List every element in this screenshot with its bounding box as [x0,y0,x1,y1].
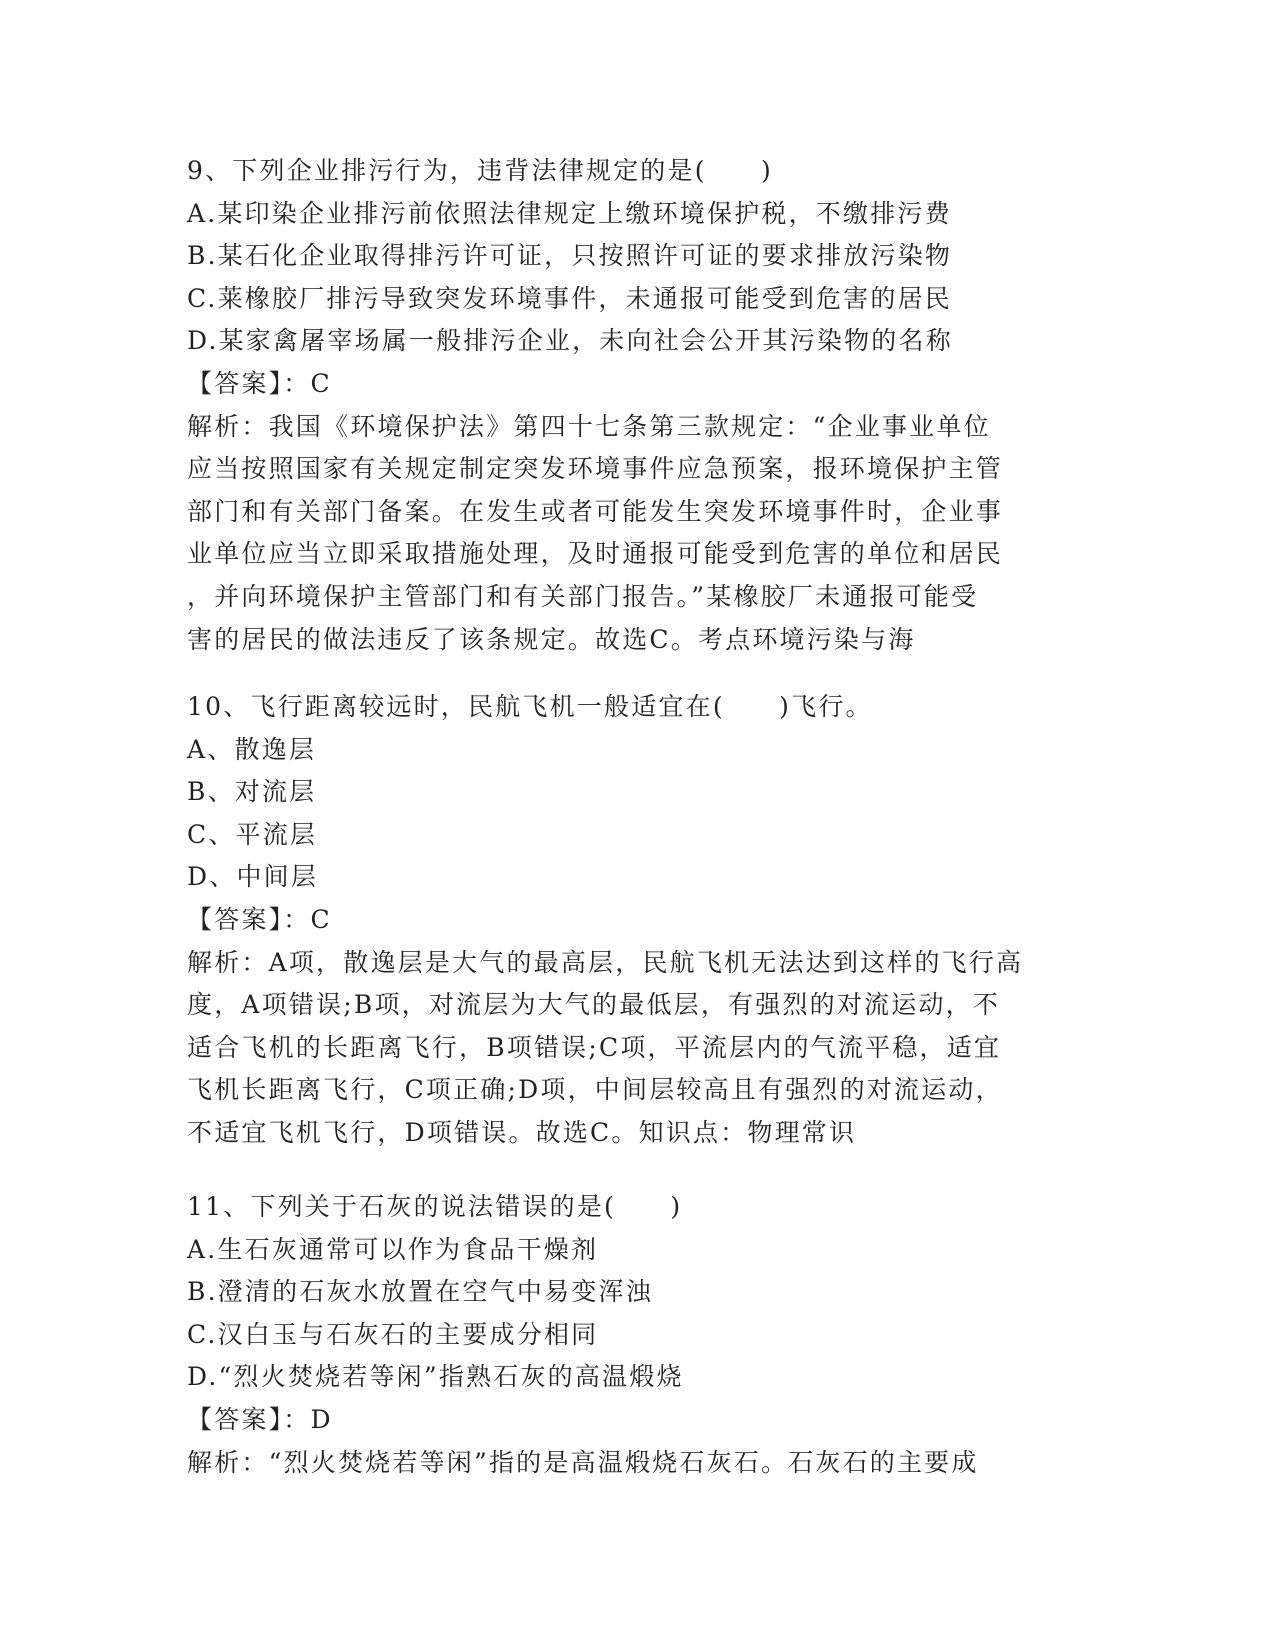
explanation [187,942,1087,1155]
option-b: B、对流层 [187,777,317,807]
question-11 [187,1186,1087,1484]
answer-line: 【答案】：C [187,368,332,398]
option-c: C.汉白玉与石灰石的主要成分相同 [187,1319,599,1349]
option-d: D、中间层 [187,862,319,892]
explanation-line: 害的居民的做法违反了该条规定。故选C。考点环境污染与海 [187,624,916,654]
option-b: B.某石化企业取得排污许可证，只按照许可证的要求排放污染物 [187,241,953,271]
option-d: D.“烈火焚烧若等闲”指熟石灰的高温煅烧 [187,1362,684,1392]
explanation [187,1442,1087,1485]
answer-line: 【答案】：D [187,1404,333,1434]
explanation [187,406,1087,662]
explanation-line: 解析：“烈火焚烧若等闲”指的是高温煅烧石灰石。石灰石的主要成 [187,1447,979,1477]
explanation-line: 部门和有关部门备案。在发生或者可能发生突发环境事件时，企业事 [187,496,1004,526]
question-stem: 9、下列企业排污行为，违背法律规定的是( ) [187,156,774,185]
question-10 [187,686,1087,1155]
explanation-line: ，并向环境保护主管部门和有关部门报告。”某橡胶厂未通报可能受 [187,581,979,611]
explanation-line: 度，A项错误;B项，对流层为大气的最低层，有强烈的对流运动，不 [187,990,1001,1020]
question-stem: 11、下列关于石灰的说法错误的是( ) [187,1192,683,1221]
option-b: B.澄清的石灰水放置在空气中易变浑浊 [187,1277,653,1307]
explanation-line: 应当按照国家有关规定制定突发环境事件应急预案，报环境保护主管 [187,454,1004,484]
option-a: A.某印染企业排污前依照法律规定上缴环境保护税，不缴排污费 [187,198,952,228]
option-a: A、散逸层 [187,734,317,764]
option-a: A.生石灰通常可以作为食品干燥剂 [187,1234,599,1264]
option-c: C、平流层 [187,819,318,849]
explanation-line: 解析：A项，散逸层是大气的最高层，民航飞机无法达到这样的飞行高 [187,947,1024,977]
explanation-line: 不适宜飞机飞行，D项错误。故选C。知识点：物理常识 [187,1117,857,1147]
option-d: D.某家禽屠宰场属一般排污企业，未向社会公开其污染物的名称 [187,326,953,356]
explanation-line: 适合飞机的长距离飞行，B项错误;C项，平流层内的气流平稳，适宜 [187,1032,1002,1062]
explanation-line: 飞机长距离飞行，C项正确;D项，中间层较高且有强烈的对流运动， [187,1075,1003,1105]
answer-line: 【答案】：C [187,904,332,934]
explanation-line: 业单位应当立即采取措施处理，及时通报可能受到危害的单位和居民 [187,539,1004,569]
option-c: C.莱橡胶厂排污导致突发环境事件，未通报可能受到危害的居民 [187,283,952,313]
explanation-line: 解析：我国《环境保护法》第四十七条第三款规定：“企业事业单位 [187,411,991,441]
question-9 [187,150,1087,661]
question-stem: 10、飞行距离较远时，民航飞机一般适宜在( )飞行。 [187,692,873,721]
